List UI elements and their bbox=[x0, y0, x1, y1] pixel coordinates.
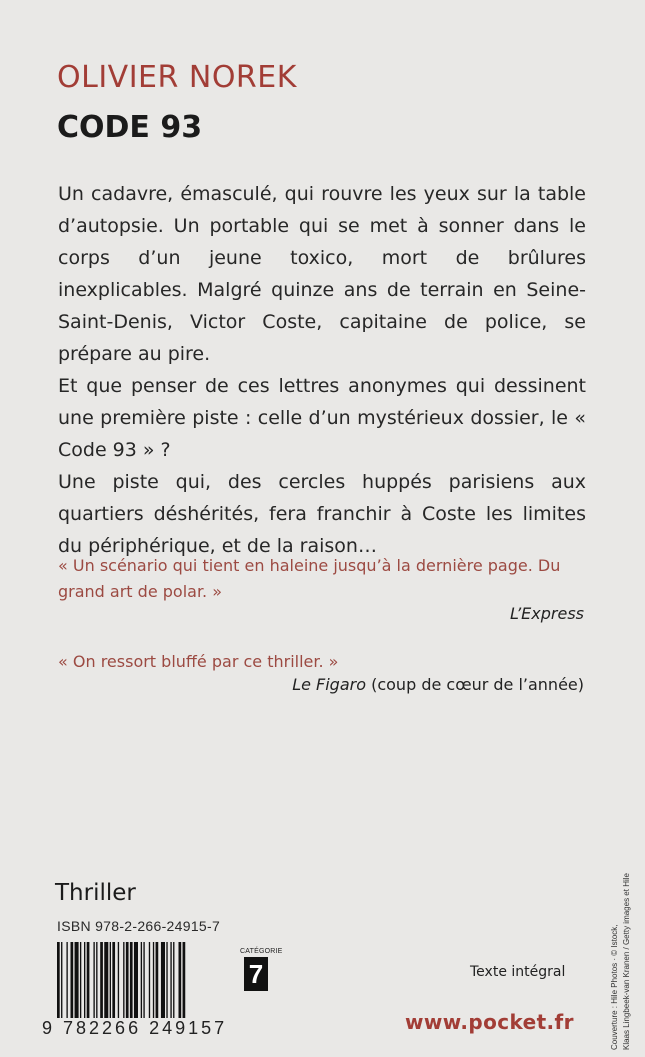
barcode-number: 9 782266 249157 bbox=[42, 1018, 228, 1038]
genre-label: Thriller bbox=[55, 880, 136, 906]
category-badge bbox=[240, 948, 283, 991]
press-quote: « On ressort bluffé par ce thriller. » bbox=[58, 652, 339, 671]
quote-source bbox=[292, 675, 584, 694]
blurb-paragraph: Une piste qui, des cercles huppés parisiens aux quartiers déshérités, fera franchir à Coste les limites du périphérique, et de la raison… bbox=[58, 471, 586, 557]
book-title: CODE 93 bbox=[57, 110, 203, 145]
blurb bbox=[58, 178, 586, 562]
credit-line: Klaas Lingbeek-van Kranen / Getty images et Hile bbox=[622, 873, 631, 1050]
category-label: CATÉGORIE bbox=[240, 948, 283, 955]
photo-credits bbox=[609, 873, 633, 1050]
blurb-paragraph: Un cadavre, émasculé, qui rouvre les yeux sur la table d’autopsie. Un portable qui se met à sonner dans le corps d’un jeune toxico, mort de brûlures inexplicables. Malgré quinze ans de terrain en Seine-Saint-Denis, Victor Coste, capitaine de police, se prépare au pire. bbox=[58, 183, 586, 365]
credit-line: Couverture : Hile Photos · © Istock, bbox=[610, 924, 619, 1050]
blurb-paragraph: Et que penser de ces lettres anonymes qui dessinent une première piste : celle d’un mystérieux dossier, le « Code 93 » ? bbox=[58, 375, 586, 461]
press-quote: « Un scénario qui tient en haleine jusqu’à la dernière page. Du grand art de polar. » bbox=[58, 556, 561, 601]
quote-source-note: (coup de cœur de l’année) bbox=[366, 675, 584, 694]
author-name: OLIVIER NOREK bbox=[57, 60, 297, 95]
publisher-website[interactable]: www.pocket.fr bbox=[405, 1010, 574, 1034]
quote-source-name: Le Figaro bbox=[292, 675, 367, 694]
quote-source: L’Express bbox=[510, 604, 584, 623]
edition-note: Texte intégral bbox=[470, 964, 566, 980]
isbn: ISBN 978-2-266-24915-7 bbox=[57, 918, 221, 934]
category-number: 7 bbox=[244, 957, 268, 991]
